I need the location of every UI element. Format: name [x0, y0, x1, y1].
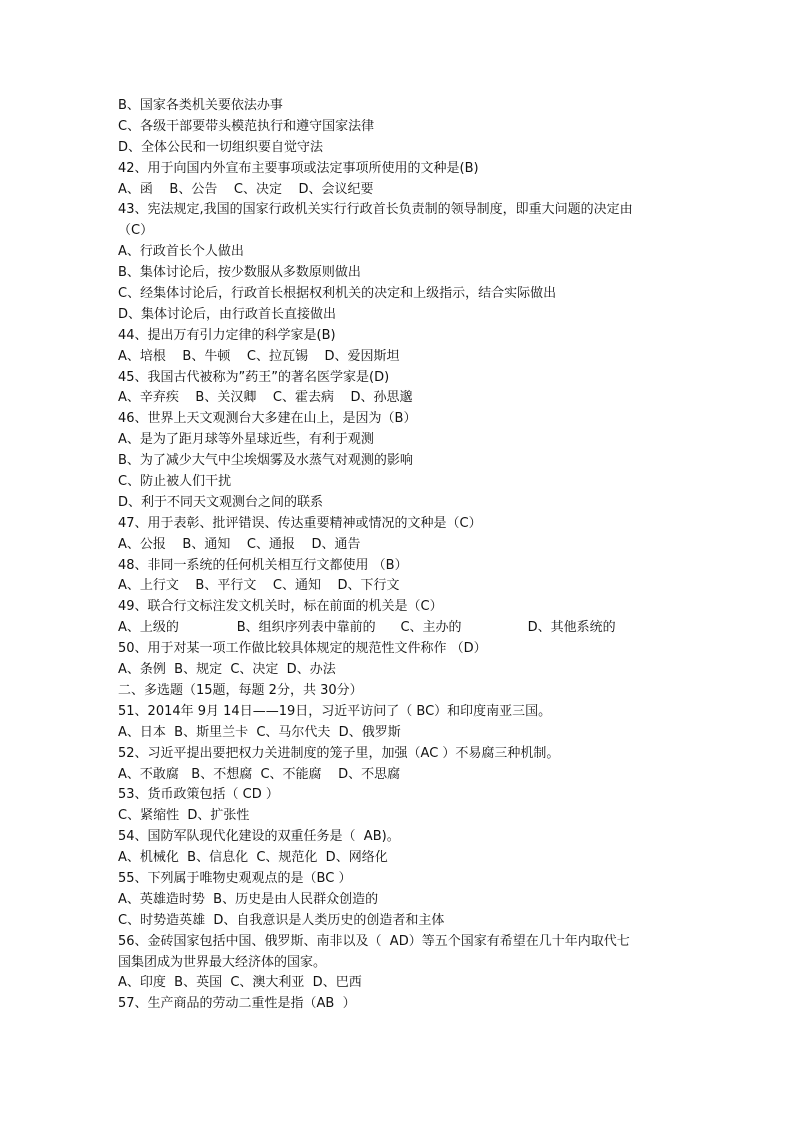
option-43-a: A、行政首长个人做出 — [118, 244, 244, 260]
options-51: A、日本 B、斯里兰卡 C、马尔代夫 D、俄罗斯 — [118, 724, 401, 740]
question-42: 42、用于向国内外宣布主要事项或法定事项所使用的文种是(B) — [118, 160, 479, 176]
text-line: B、国家各类机关要依法办事 — [118, 98, 283, 113]
options-42: A、函 B、公告 C、决定 D、会议纪要 — [118, 181, 374, 197]
text-line: D、全体公民和一切组织要自觉守法 — [118, 139, 324, 155]
question-49: 49、联合行文标注发文机关时，标在前面的机关是（C） — [118, 599, 443, 615]
option-55-cd: C、时势造英雄 D、自我意识是人类历史的创造者和主体 — [118, 912, 445, 928]
question-48: 48、非同一系统的任何机关相互行文都使用 （B） — [118, 557, 408, 573]
question-46: 46、世界上天文观测台大多建在山上，是因为（B） — [118, 411, 417, 427]
options-54: A、机械化 B、信息化 C、规范化 D、网络化 — [118, 850, 388, 866]
question-43: 43、宪法规定,我国的国家行政机关实行行政首长负责制的领导制度，即重大问题的决定由 — [118, 202, 633, 218]
question-52: 52、习近平提出要把权力关进制度的笼子里，加强（AC ）不易腐三种机制。 — [118, 745, 560, 761]
options-52: A、不敢腐 B、不想腐 C、不能腐 D、不思腐 — [118, 766, 401, 782]
option-43-c: C、经集体讨论后，行政首长根据权利机关的决定和上级指示，结合实际做出 — [118, 286, 557, 302]
document-body — [118, 96, 678, 1015]
options-50: A、条例 B、规定 C、决定 D、办法 — [118, 662, 336, 678]
options-48: A、上行文 B、平行文 C、通知 D、下行文 — [118, 578, 400, 594]
options-53: C、紧缩性 D、扩张性 — [118, 808, 250, 824]
options-47: A、公报 B、通知 C、通报 D、通告 — [118, 536, 361, 552]
question-44: 44、提出万有引力定律的科学家是(B) — [118, 327, 336, 343]
option-43-d: D、集体讨论后，由行政首长直接做出 — [118, 306, 337, 322]
options-49: A、上级的 B、组织序列表中靠前的 C、主办的 D、其他系统的 — [118, 620, 616, 636]
option-55-ab: A、英雄造时势 B、历史是由人民群众创造的 — [118, 891, 379, 907]
question-55: 55、下列属于唯物史观观点的是（BC ） — [118, 870, 352, 886]
options-56: A、印度 B、英国 C、澳大利亚 D、巴西 — [118, 975, 362, 991]
options-44: A、培根 B、牛顿 C、拉瓦锡 D、爱因斯坦 — [118, 348, 400, 364]
question-56: 56、金砖国家包括中国、俄罗斯、南非以及（ AD）等五个国家有希望在几十年内取代七 — [118, 933, 630, 949]
text-line: C、各级干部要带头模范执行和遵守国家法律 — [118, 118, 375, 134]
option-46-a: A、是为了距月球等外星球近些，有利于观测 — [118, 432, 374, 448]
question-47: 47、用于表彰、批评错误、传达重要精神或情况的文种是（C） — [118, 515, 482, 531]
question-57: 57、生产商品的劳动二重性是指（AB ） — [118, 996, 356, 1012]
question-51: 51、2014年 9月 14日——19日，习近平访问了（ BC）和印度南亚三国。 — [118, 703, 552, 719]
option-46-b: B、为了减少大气中尘埃烟雾及水蒸气对观测的影响 — [118, 453, 413, 469]
section-heading: 二、多选题（15题，每题 2分，共 30分） — [118, 682, 363, 698]
option-46-d: D、利于不同天文观测台之间的联系 — [118, 494, 324, 510]
question-45: 45、我国古代被称为”药王”的著名医学家是(D) — [118, 369, 390, 385]
answer-43: （C） — [118, 223, 154, 239]
option-43-b: B、集体讨论后，按少数服从多数原则做出 — [118, 265, 361, 281]
options-45: A、辛弃疾 B、关汉卿 C、霍去病 D、孙思邈 — [118, 390, 413, 406]
question-54: 54、国防军队现代化建设的双重任务是（ AB)。 — [118, 829, 400, 845]
question-53: 53、货币政策包括（ CD ） — [118, 787, 279, 803]
option-46-c: C、防止被人们干扰 — [118, 474, 232, 490]
question-56-continued: 国集团成为世界最大经济体的国家。 — [118, 954, 327, 970]
question-50: 50、用于对某一项工作做比较具体规定的规范性文件称作 （D） — [118, 641, 487, 657]
